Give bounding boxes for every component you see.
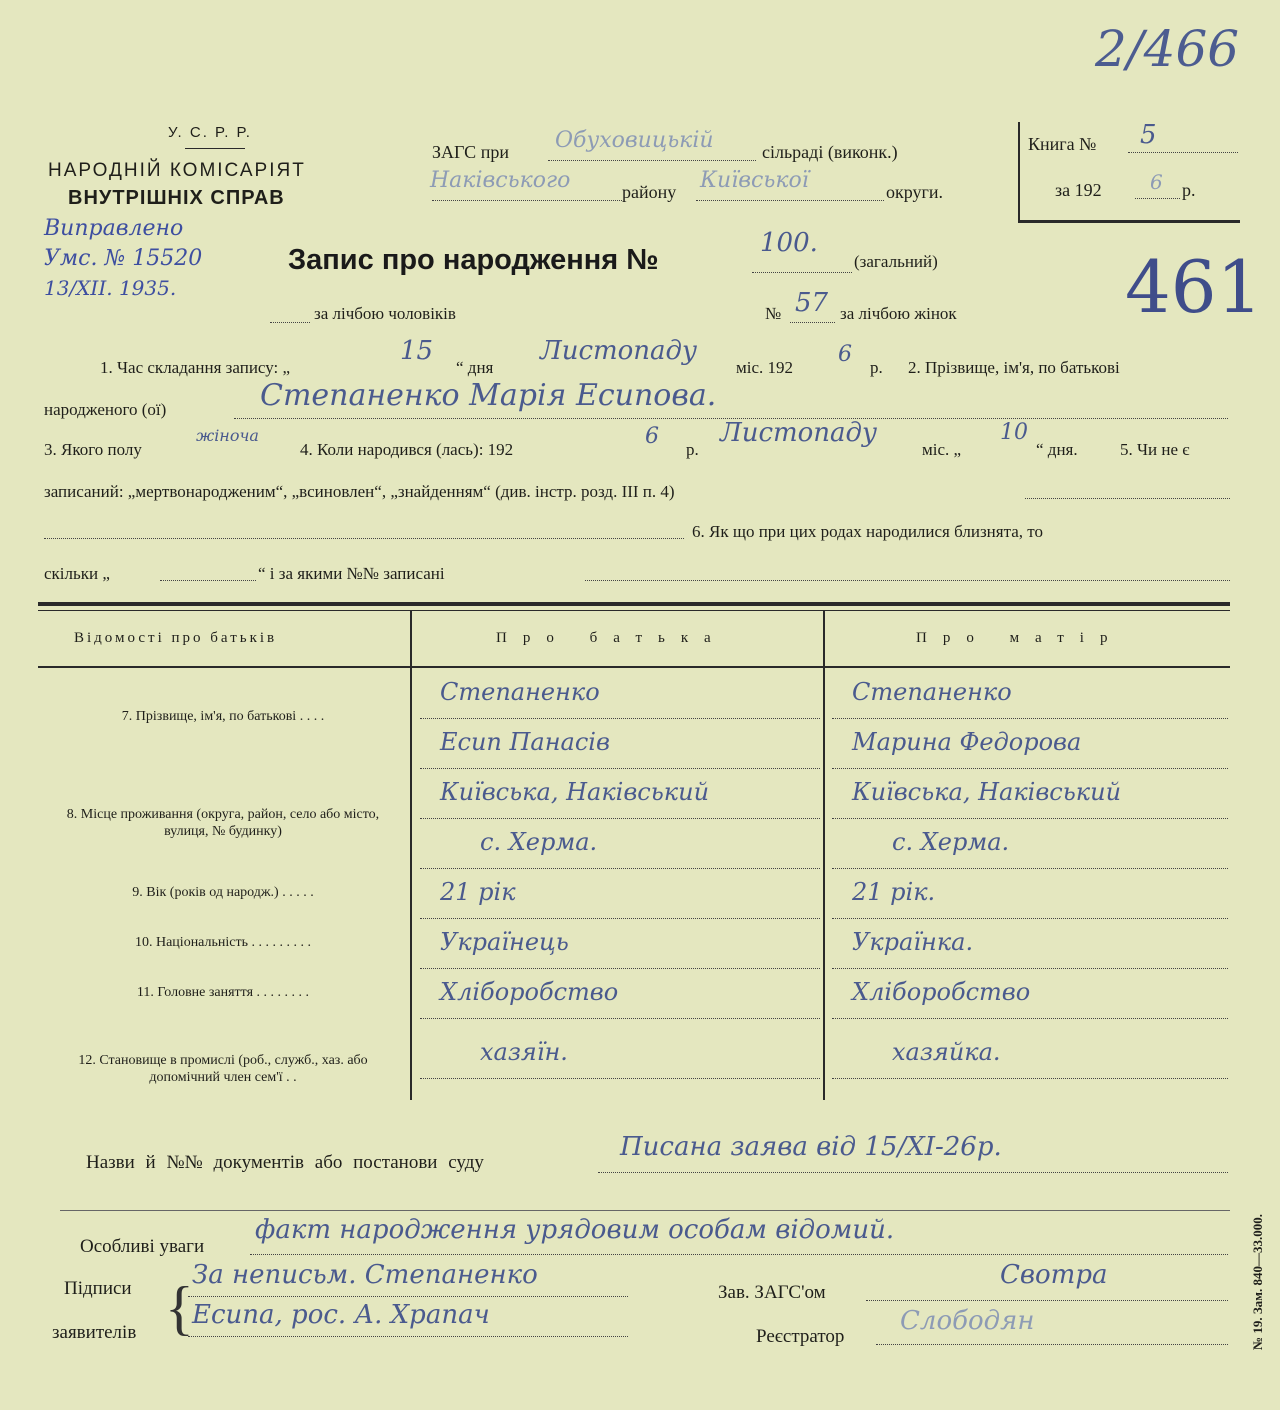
annotation-line2: Умс. № 15520	[44, 246, 203, 271]
fill-line	[832, 818, 1228, 819]
fill-line	[832, 718, 1228, 719]
registrar-signature: Слободян	[900, 1306, 1035, 1336]
father-value: хазяїн.	[480, 1038, 568, 1066]
sex-value: жіноча	[196, 426, 259, 445]
table-row-label: 9. Вік (років од народж.) . . . . .	[132, 885, 314, 900]
father-value: Київська, Наківський	[440, 778, 710, 806]
okruha-handwritten: Київської	[700, 168, 809, 193]
annotation-line3: 13/XII. 1935.	[44, 276, 177, 300]
field3-label: 3. Якого полу	[44, 440, 142, 459]
child-name: Степаненко Марія Есипова.	[260, 378, 717, 413]
fill-line	[832, 968, 1228, 969]
applicant-signature2: Есипа, рос. А. Храпач	[192, 1300, 490, 1330]
field1-r: р.	[870, 358, 883, 377]
father-value: Есип Панасів	[440, 728, 610, 756]
zags-head-signature: Свотра	[1000, 1260, 1108, 1290]
field5-label: 5. Чи не є	[1120, 440, 1190, 459]
year-prefix: за 192	[1055, 180, 1102, 200]
book-label: Книга №	[1028, 134, 1097, 154]
father-value: Хліборобство	[440, 978, 619, 1006]
table-row-label: 7. Прізвище, ім'я, по батькові . . . .	[121, 709, 325, 724]
female-count-handwritten: 57	[795, 288, 829, 318]
document-title: Запис про народження №	[288, 244, 659, 276]
brace-icon: {	[165, 1275, 194, 1341]
field1-year-label: міс. 192	[736, 358, 794, 377]
commissariat-line2: ВНУТРІШНІХ СПРАВ	[68, 187, 285, 209]
fill-line	[420, 1018, 820, 1019]
fill-line	[832, 1018, 1228, 1019]
mother-value: Степаненко	[852, 678, 1012, 706]
zags-prefix: ЗАГС при	[432, 142, 509, 162]
father-value: с. Херма.	[480, 828, 598, 856]
field4-mis: міс. „	[922, 440, 962, 459]
table-header-father: Про батька	[496, 630, 727, 646]
field1-day-label: “ дня	[456, 358, 494, 377]
mother-value: хазяйка.	[892, 1038, 1001, 1066]
mother-value: Українка.	[852, 928, 974, 956]
mother-value: с. Херма.	[892, 828, 1010, 856]
republic-label: У. С. Р. Р.	[168, 124, 252, 141]
fill-line	[832, 768, 1228, 769]
title-suffix: (загальний)	[854, 252, 938, 271]
rayon-label: району	[622, 182, 677, 202]
mother-value: 21 рік.	[852, 878, 936, 906]
father-value: Степаненко	[440, 678, 600, 706]
field6-line2a: скільки „	[44, 564, 110, 583]
field2-label: 2. Прізвище, ім'я, по батькові	[908, 358, 1120, 377]
field6-label: 6. Як що при цих родах народилися близнята, то	[692, 522, 1043, 541]
field4-day-label: “ дня.	[1036, 440, 1078, 459]
annotation-line1: Виправлено	[44, 216, 184, 241]
signatures-label1: Підписи	[64, 1278, 132, 1299]
fill-line	[420, 968, 820, 969]
registrar-label: Реєстратор	[756, 1326, 845, 1347]
signatures-label2: заявителів	[52, 1322, 137, 1343]
fill-line	[420, 718, 820, 719]
birth-year: 6	[645, 424, 659, 449]
year-suffix: р.	[1182, 180, 1196, 200]
fill-line	[420, 818, 820, 819]
table-row-label: 10. Національність . . . . . . . . .	[134, 935, 311, 950]
fill-line	[420, 768, 820, 769]
okruha-label: округи.	[886, 182, 944, 202]
print-mark: № 19. Зам. 840—33.000.	[1250, 1213, 1265, 1350]
field4-label: 4. Коли народився (лась): 192	[300, 440, 514, 459]
female-count-prefix: №	[765, 304, 782, 323]
fill-line	[420, 1078, 820, 1079]
mother-value: Київська, Наківський	[852, 778, 1122, 806]
born-label: народженого (ої)	[44, 400, 167, 419]
fill-line	[420, 918, 820, 919]
big-archive-number: 461	[1125, 245, 1263, 329]
mother-value: Марина Федорова	[852, 728, 1082, 756]
female-count-label: за лічбою жінок	[840, 304, 957, 323]
table-header-parents: Відомості про батьків	[74, 630, 278, 646]
book-number-handwritten: 5	[1140, 120, 1157, 150]
table-header-mother: Про матір	[916, 630, 1124, 646]
table-row-label: 12. Становище в промислі (роб., служб., хаз. або допомічний член сем'ї . .	[78, 1053, 368, 1085]
table-row-label: 11. Головне заняття . . . . . . . .	[136, 985, 310, 1000]
field1-year: 6	[838, 342, 852, 367]
birth-month: Листопаду	[720, 418, 878, 448]
table-row-label: 8. Місце проживання (округа, район, село або місто, вулиця, № будинку)	[66, 807, 380, 839]
male-count-label: за лічбою чоловіків	[314, 304, 456, 323]
commissariat-line1: НАРОДНІЙ КОМІСАРІЯТ	[48, 160, 306, 181]
father-value: 21 рік	[440, 878, 516, 906]
documents-value: Писана заява від 15/XI-26р.	[620, 1132, 1002, 1162]
remarks-label: Особливі уваги	[80, 1236, 205, 1257]
zags-head-label: Зав. ЗАГС'ом	[718, 1282, 826, 1303]
mother-value: Хліборобство	[852, 978, 1031, 1006]
documents-label: Назви й №№ документів або постанови суду	[86, 1152, 484, 1173]
rayon-handwritten: Наківського	[430, 168, 571, 193]
applicant-signature1: За неписьм. Степаненко	[192, 1260, 538, 1290]
field1-label: 1. Час складання запису: „	[100, 358, 291, 377]
fill-line	[832, 918, 1228, 919]
father-value: Українець	[440, 928, 569, 956]
fill-line	[832, 1078, 1228, 1079]
field1-day: 15	[400, 336, 434, 366]
field6-line2b: “ і за якими №№ записані	[258, 564, 445, 583]
field1-month: Листопаду	[540, 336, 698, 366]
field4-r: р.	[686, 440, 699, 459]
divider	[185, 148, 245, 149]
field5-line2: записаний: „мертвонародженим“, „всиновлен“, „знайденням“ (див. інстр. розд. III п. 4)	[44, 482, 675, 501]
birth-day: 10	[1000, 420, 1028, 445]
corner-archive-number: 2/466	[1095, 20, 1240, 78]
year-handwritten: 6	[1150, 170, 1163, 194]
record-number-handwritten: 100.	[760, 228, 818, 258]
remarks-value: факт народження урядовим особам відомий.	[255, 1215, 895, 1245]
zags-suffix: сільраді (виконк.)	[762, 142, 898, 162]
fill-line	[832, 868, 1228, 869]
zags-handwritten: Обуховицькій	[555, 128, 714, 153]
fill-line	[420, 868, 820, 869]
